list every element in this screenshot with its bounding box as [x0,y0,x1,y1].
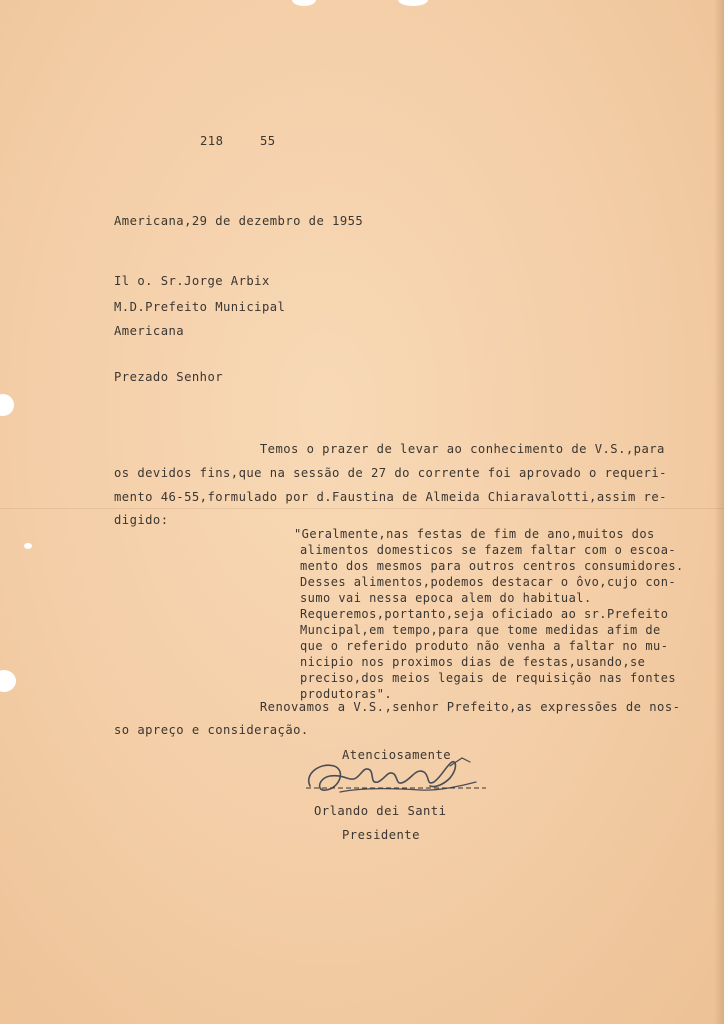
signatory-title: Presidente [342,828,420,842]
valediction: Atenciosamente [342,748,452,762]
closing-line: Renovamos a V.S.,senhor Prefeito,as expressões de nos- [182,700,681,714]
torn-top-edge-1 [292,0,316,6]
recipient-line: M.D.Prefeito Municipal [114,300,286,314]
page-edge-shadow [714,0,724,1024]
quote-line: sumo vai nessa epoca alem do habitual. [300,591,592,605]
recipient-line: Il o. Sr.Jorge Arbix [114,274,270,288]
recipient-line: Americana [114,324,185,338]
quote-line: Desses alimentos,podemos destacar o ôvo,cujo con- [300,575,677,589]
signatory-name: Orlando dei Santi [314,804,447,818]
paragraph-line: digido: [114,513,169,527]
paragraph-line: os devidos fins,que na sessão de 27 do corrente foi aprovado o requeri- [114,466,667,480]
quote-line: preciso,dos meios legais de requisição nas fontes [300,671,677,685]
paragraph-line: Temos o prazer de levar ao conhecimento de V.S.,para [182,442,665,456]
punch-hole-top [0,394,14,416]
paragraph-line: mento 46-55,formulado por d.Faustina de Almeida Chiaravalotti,assim re- [114,490,667,504]
punch-hole-bottom [0,670,16,692]
quote-line: nicipio nos proximos dias de festas,usando,se [300,655,646,669]
date-line: Americana,29 de dezembro de 1955 [114,214,364,228]
torn-top-edge-2 [398,0,428,6]
quote-line: Muncipal,em tempo,para que tome medidas afim de [300,623,661,637]
reference-year: 55 [260,134,276,148]
reference-number: 218 [200,134,224,148]
quote-line: alimentos domesticos se fazem faltar com o escoa- [300,543,677,557]
quote-line: mento dos mesmos para outros centros consumidores. [300,559,684,573]
salutation: Prezado Senhor [114,370,224,384]
quote-line: produtoras". [300,687,393,701]
quote-line: que o referido produto não venha a faltar no mu- [300,639,669,653]
punch-hole-small [24,543,32,549]
quote-line: "Geralmente,nas festas de fim de ano,muitos dos [294,527,655,541]
handwritten-signature [300,748,500,804]
closing-line: so apreço e consideração. [114,723,309,737]
fold-line [0,508,724,509]
quote-line: Requeremos,portanto,seja oficiado ao sr.Prefeito [300,607,669,621]
